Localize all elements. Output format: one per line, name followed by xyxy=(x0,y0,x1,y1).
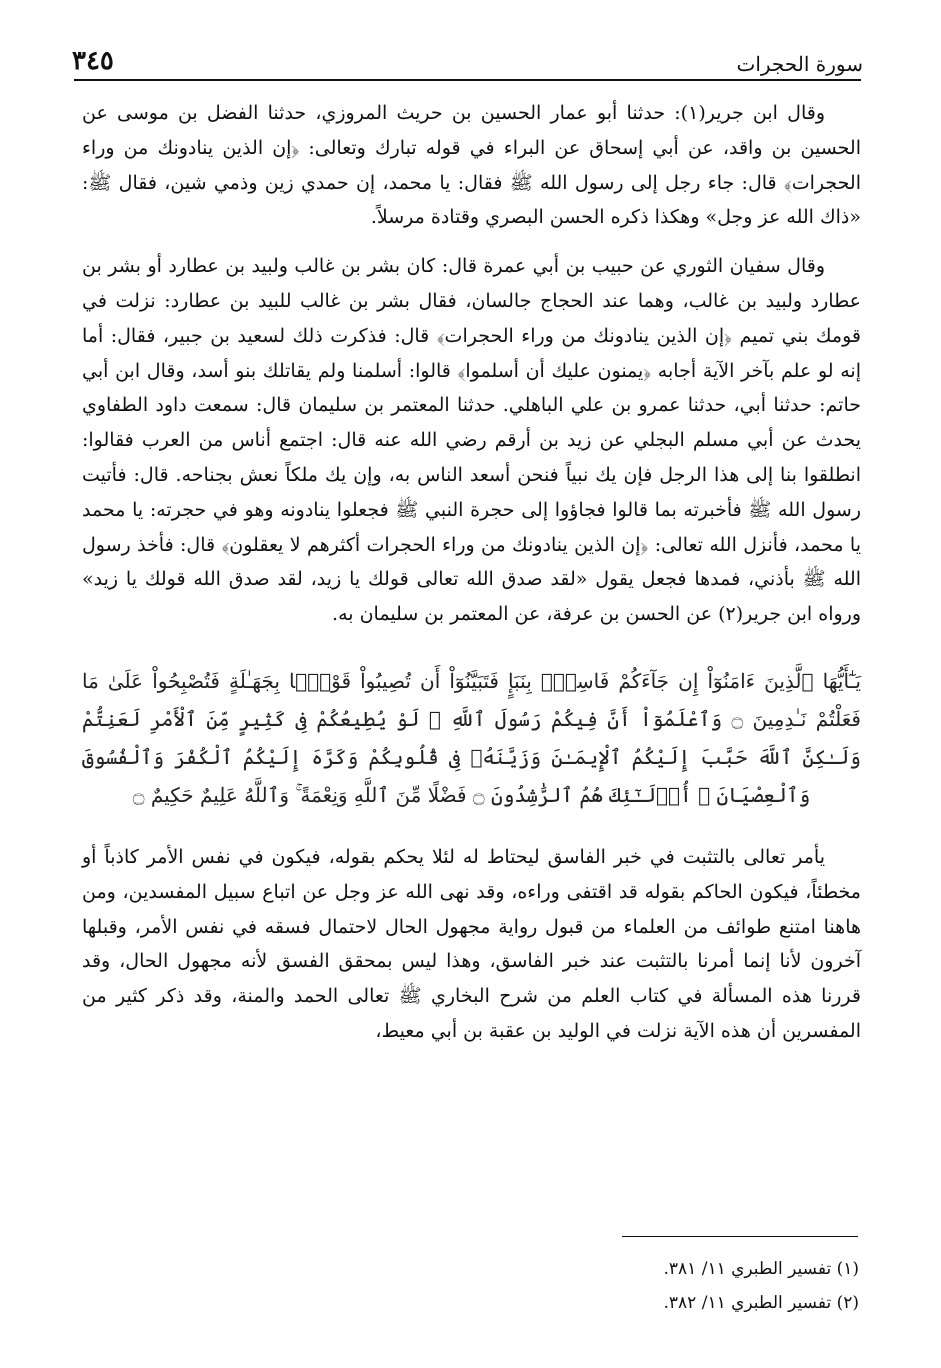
footnote-2: (٢) تفسير الطبري ١١/ ٣٨٢. xyxy=(663,1293,859,1313)
paragraph-sufyan: وقال سفيان الثوري عن حبيب بن أبي عمرة قال: كان بشر بن غالب ولبيد بن عطارد أو بشر بن عطارد ولبيد بن غالب، وهما عند الحجاج جالسان، فقال بشر بن غالب للبيد بن عطارد: نزلت في قومك بني تميم ﴿إن الذين ينادونك من وراء الحجرات﴾ قال: فذكرت ذلك لسعيد بن جبير، فقال: أما إنه لو علم بآخر الآية أجابه ﴿يمنون عليك أن أسلموا﴾ قالوا: أسلمنا ولم يقاتلك بنو أسد، وقال ابن أبي حاتم: حدثنا أبي، حدثنا عمرو بن علي الباهلي. حدثنا المعتمر بن سليمان قال: سمعت داود الطفاوي يحدث عن أبي مسلم البجلي عن زيد بن أرقم رضي الله عنه قال: اجتمع أناس من العرب فقالوا: انطلقوا بنا إلى هذا الرجل فإن يك نبياً فنحن أسعد الناس به، وإن يك ملكاً نعش بجناحه. قال: فأتيت رسول الله ﷺ فأخبرته بما قالوا فجاؤوا إلى حجرة النبي ﷺ فجعلوا ينادونه وهو في حجرته: يا محمد يا محمد، فأنزل الله تعالى: ﴿إن الذين ينادونك من وراء الحجرات أكثرهم لا يعقلون﴾ قال: فأخذ رسول الله ﷺ بأذني، فمدها فجعل يقول «لقد صدق الله تعالى قولك يا زيد، لقد صدق الله قولك يا زيد» ورواه ابن جرير(٢) عن الحسن بن عرفة، عن المعتمر بن سليمان به. xyxy=(82,255,861,626)
paragraph-commentary: يأمر تعالى بالتثبت في خبر الفاسق ليحتاط له لئلا يحكم بقوله، فيكون في نفس الأمر كاذباً أو مخطئاً، فيكون الحاكم بقوله قد اقتفى وراءه، وقد نهى الله عز وجل عن اتباع سبيل المفسدين، ومن هاهنا امتنع طوائف من العلماء من قبول رواية مجهول الحال لاحتمال فسقه في نفس الأمر، وقبلها آخرون لأنا إنما أمرنا بالتثبت عند خبر الفاسق، وهذا ليس بمحقق الفسق لأنه مجهول الحال، وقد قررنا هذه المسألة في كتاب العلم من شرح البخاري ﷺ تعالى الحمد والمنة، وقد ذكر كثير من المفسرين أن هذه الآية نزلت في الوليد بن عقبة بن أبي معيط، xyxy=(82,845,861,1042)
footnotes xyxy=(82,1252,859,1320)
page-number: ٣٤٥ xyxy=(72,46,114,76)
header-rule xyxy=(74,79,861,81)
paragraph-ibn-jarir: وقال ابن جرير(١): حدثنا أبو عمار الحسين بن حريث المروزي، حدثنا الفضل بن موسى عن الحسين بن واقد، عن أبي إسحاق عن البراء في قوله تبارك وتعالى: ﴿إن الذين ينادونك من وراء الحجرات﴾ قال: جاء رجل إلى رسول الله ﷺ فقال: يا محمد، إن حمدي زين وذمي شين، فقال ﷺ: «ذاك الله عز وجل» وهكذا ذكره الحسن البصري وقتادة مرسلاً. xyxy=(82,102,861,229)
page-header xyxy=(72,42,863,76)
footnote-rule xyxy=(622,1236,858,1237)
main-text xyxy=(82,96,861,1049)
quran-verse: يَـٰٓأَيُّهَا ٱلَّذِينَ ءَامَنُوٓاْ إِن جَآءَكُمْ فَاسِقُۢ بِنَبَإٍ فَتَبَيَّنُوٓاْ أَن تُصِيبُواْ قَوْمًۢا بِجَهَـٰلَةٍ فَتُصْبِحُواْ عَلَىٰ مَا فَعَلْتُمْ نَـٰدِمِينَ ۝ وَٱعْلَمُوٓاْ أَنَّ فِيكُمْ رَسُولَ ٱللَّهِ ۚ لَوْ يُطِيعُكُمْ فِى كَثِيرٍ مِّنَ ٱلْأَمْرِ لَعَنِتُّمْ وَلَـٰكِنَّ ٱللَّهَ حَبَّبَ إِلَيْكُمُ ٱلْإِيمَـٰنَ وَزَيَّنَهُۥ فِى قُلُوبِكُمْ وَكَرَّهَ إِلَيْكُمُ ٱلْكُفْرَ وَٱلْفُسُوقَ وَٱلْعِصْيَانَ ۚ أُو۟لَـٰٓئِكَ هُمُ ٱلرَّٰشِدُونَ ۝ فَضْلًا مِّنَ ٱللَّهِ وَنِعْمَةً ۚ وَٱللَّهُ عَلِيمٌ حَكِيمٌ ۝ xyxy=(82,668,861,807)
surah-title: سورة الحجرات xyxy=(736,52,863,76)
footnote-1: (١) تفسير الطبري ١١/ ٣٨١. xyxy=(663,1259,859,1279)
